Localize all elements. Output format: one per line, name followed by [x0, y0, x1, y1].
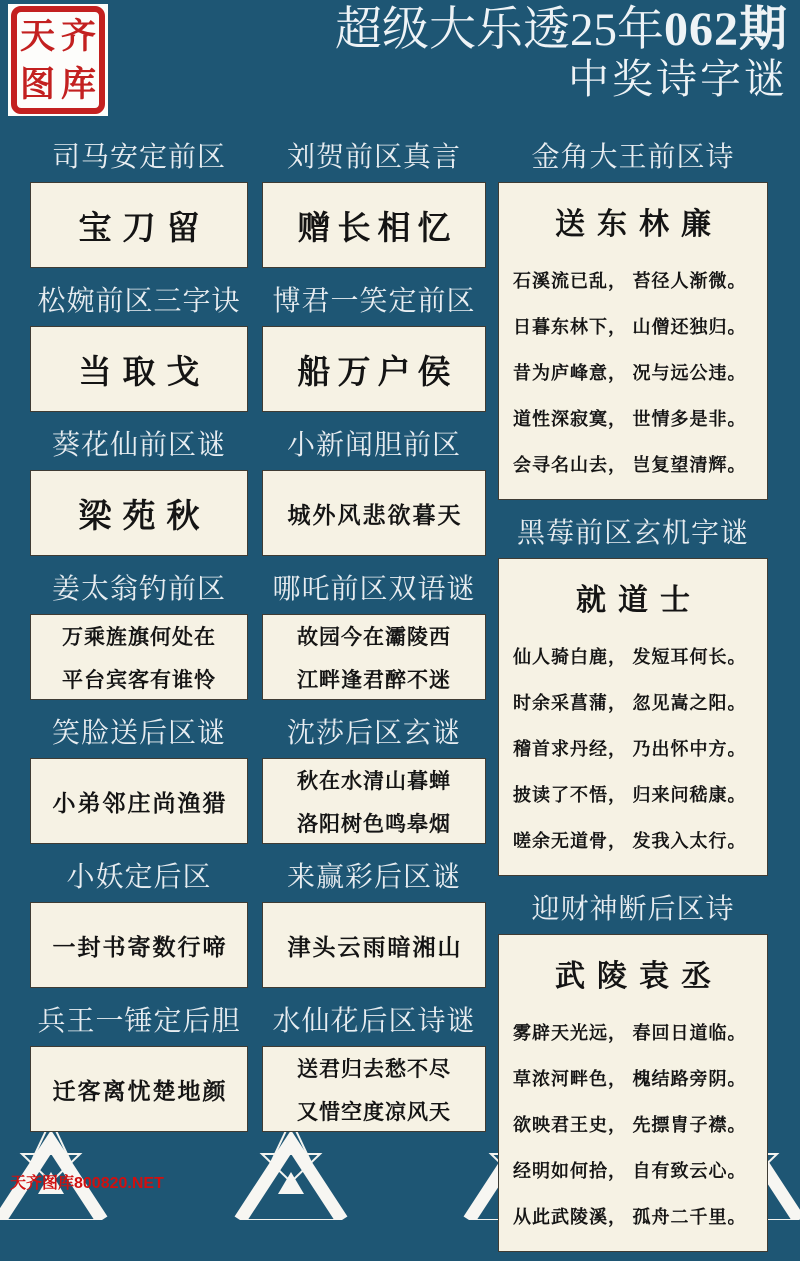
- riddle-box: [30, 470, 248, 556]
- column-right: [498, 133, 768, 1261]
- poem-item: [498, 133, 768, 500]
- riddle-line: 船万户侯: [297, 354, 458, 391]
- riddle-item: [262, 421, 486, 556]
- riddle-box: [262, 614, 486, 700]
- riddle-line: 赠长相忆: [297, 210, 458, 247]
- riddle-line: 小弟邻庄尚渔猎: [52, 790, 228, 816]
- seal-char: 库: [60, 64, 96, 104]
- riddle-box: [30, 902, 248, 988]
- riddle-box: [30, 614, 248, 700]
- riddle-box: [30, 182, 248, 268]
- riddle-line: 又惜空度凉风天: [297, 1099, 451, 1124]
- poem-line: 会寻名山去， 岂复望清辉。: [513, 455, 747, 475]
- riddle-header: 兵王一锤定后胆: [37, 1006, 241, 1037]
- riddle-header: 笑脸送后区谜: [51, 718, 226, 749]
- riddle-header: 沈莎后区玄谜: [286, 718, 461, 749]
- riddle-box: [262, 326, 486, 412]
- poem-line: 草浓河畔色， 槐结路旁阴。: [513, 1069, 747, 1089]
- poem-line: 昔为庐峰意， 况与远公违。: [513, 363, 747, 383]
- title-line1: [118, 4, 788, 57]
- riddle-line: 秋在水清山暮蝉: [297, 768, 451, 793]
- poem-line: 时余采菖蒲， 忽见嵩之阳。: [513, 693, 747, 713]
- riddle-item: [30, 277, 248, 412]
- riddle-box: [262, 1046, 486, 1132]
- poem-title: 武陵袁丞: [555, 960, 723, 993]
- poem-item: [498, 509, 768, 876]
- riddle-box: [262, 902, 486, 988]
- poem-line: 雾辟天光远， 春回日道临。: [513, 1023, 747, 1043]
- poem-item: [498, 885, 768, 1252]
- riddle-line: 迁客离忧楚地颜: [52, 1078, 228, 1104]
- riddle-item: [262, 133, 486, 268]
- riddle-header: 葵花仙前区谜: [51, 430, 226, 461]
- poem-line: 经明如何拾， 自有致云心。: [513, 1161, 747, 1181]
- riddle-header: 哪吒前区双语谜: [272, 574, 476, 605]
- poem-header: 迎财神断后区诗: [531, 894, 735, 925]
- poem-line: 日暮东林下， 山僧还独归。: [513, 317, 747, 337]
- riddle-header: 小妖定后区: [66, 862, 212, 893]
- poem-line: 石溪流已乱， 苔径人渐微。: [513, 271, 747, 291]
- riddle-line: 故园今在灞陵西: [297, 624, 451, 649]
- riddle-line: 城外风悲欲暮天: [287, 502, 463, 528]
- seal-frame: [11, 6, 105, 114]
- poem-line: 仙人骑白鹿， 发短耳何长。: [513, 647, 747, 667]
- riddle-item: [262, 565, 486, 700]
- riddle-item: [262, 853, 486, 988]
- poem-line: 从此武陵溪， 孤舟二千里。: [513, 1207, 747, 1227]
- riddle-item: [30, 709, 248, 844]
- riddle-line: 一封书寄数行啼: [52, 934, 228, 960]
- riddle-header: 松婉前区三字诀: [37, 286, 241, 317]
- riddle-header: 刘贺前区真言: [286, 142, 461, 173]
- poem-line: 嗟余无道骨， 发我入太行。: [513, 831, 747, 851]
- riddle-item: [262, 997, 486, 1132]
- riddle-header: 博君一笑定前区: [272, 286, 476, 317]
- poem-title: 就道士: [576, 584, 702, 617]
- riddle-box: [262, 470, 486, 556]
- column-middle: [262, 133, 486, 1141]
- riddle-item: [30, 565, 248, 700]
- riddle-header: 水仙花后区诗谜: [272, 1006, 476, 1037]
- poem-line: 稽首求丹经， 乃出怀中方。: [513, 739, 747, 759]
- seal-char: 图: [19, 64, 55, 104]
- riddle-item: [262, 277, 486, 412]
- riddle-box: [262, 182, 486, 268]
- poem-header: 黑莓前区玄机字谜: [516, 518, 749, 549]
- riddle-header: 小新闻胆前区: [286, 430, 461, 461]
- poem-title: 送东林廉: [555, 208, 723, 241]
- riddle-box: [30, 758, 248, 844]
- riddle-item: [30, 133, 248, 268]
- poem-box: [498, 558, 768, 876]
- riddle-item: [30, 997, 248, 1132]
- riddle-line: 送君归去愁不尽: [297, 1056, 451, 1081]
- seal-char: 齐: [60, 16, 96, 56]
- title-issue-number: 062期: [663, 3, 788, 56]
- poem-line: 欲映君王史， 先摽胄子襟。: [513, 1115, 747, 1135]
- column-left: [30, 133, 248, 1141]
- poem-box: [498, 934, 768, 1252]
- riddle-line: 津头云雨暗湘山: [287, 934, 463, 960]
- riddle-header: 来赢彩后区谜: [286, 862, 461, 893]
- riddle-item: [262, 709, 486, 844]
- riddle-line: 洛阳树色鸣皋烟: [297, 811, 451, 836]
- poem-line: 道性深寂寞， 世情多是非。: [513, 409, 747, 429]
- riddle-box: [30, 326, 248, 412]
- riddle-line: 万乘旌旗何处在: [62, 624, 216, 649]
- riddle-line: 当取戈: [78, 354, 211, 391]
- riddle-box: [262, 758, 486, 844]
- page-title: [118, 4, 788, 102]
- site-watermark: 天齐图库800820.NET: [10, 1175, 164, 1192]
- riddle-item: [30, 421, 248, 556]
- riddle-header: 司马安定前区: [51, 142, 226, 173]
- riddle-line: 梁苑秋: [78, 498, 211, 535]
- title-line2: 中奖诗字谜: [568, 55, 788, 102]
- riddle-line: 宝刀留: [78, 210, 211, 247]
- title-issue-prefix: 超级大乐透25年: [334, 4, 664, 56]
- tianqi-tuku-seal: [8, 4, 108, 116]
- seal-char: 天: [19, 16, 55, 56]
- poem-header: 金角大王前区诗: [531, 142, 735, 173]
- riddle-header: 姜太翁钓前区: [51, 574, 226, 605]
- riddle-box: [30, 1046, 248, 1132]
- riddle-line: 江畔逢君醉不迷: [297, 667, 451, 692]
- riddle-line: 平台宾客有谁怜: [62, 667, 216, 692]
- poem-box: [498, 182, 768, 500]
- poem-line: 披读了不悟， 归来问嵇康。: [513, 785, 747, 805]
- riddle-item: [30, 853, 248, 988]
